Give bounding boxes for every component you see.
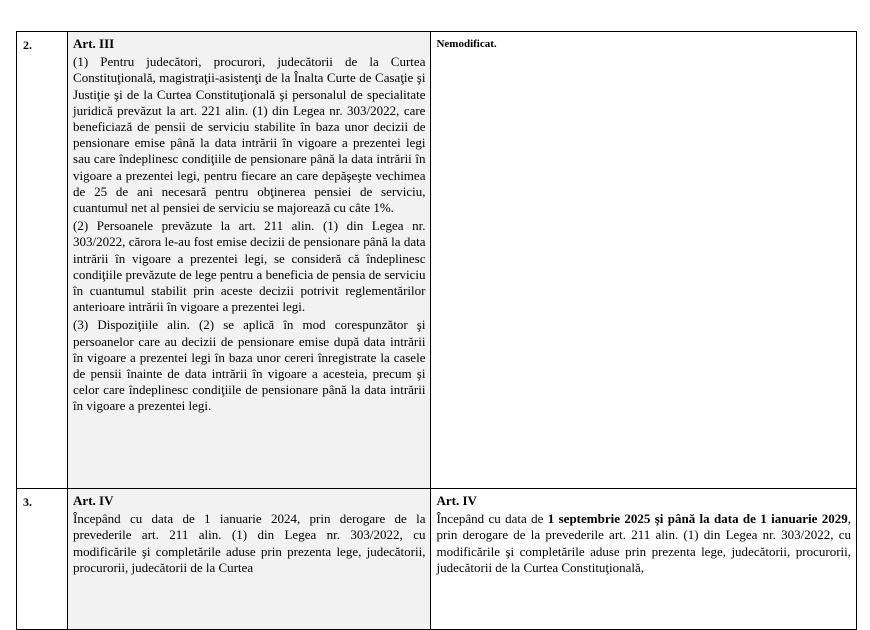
article-title: Art. IV [436,493,477,508]
table-row [17,489,857,630]
row-number-cell [17,489,68,630]
row-number-cell [17,32,68,489]
paragraph-suffix: , prin derogare de la prevederile art. 211 alin. (1) din Legea nr. 303/2022, cu modificările şi completările aduse prin prezenta lege, judecătorii, procurorii, judecătorii de la Curtea Constituţională, [436,511,851,575]
unmodified-note: Nemodificat. [436,38,497,50]
amended-text-cell [431,32,857,489]
original-text-cell [68,489,431,630]
article-title: Art. IV [73,493,114,508]
table-row [17,32,857,489]
paragraph-prefix: Începând cu data de [436,511,548,527]
row-number: 3. [23,495,32,509]
amended-dates: 1 septembrie 2025 şi până la data de 1 ianuarie 2029 [547,511,848,527]
paragraph [436,511,851,576]
article-title: Art. III [73,36,115,51]
paragraph: Începând cu data de 1 ianuarie 2024, prin derogare de la prevederile art. 211 alin. (1) din Legea nr. 303/2022, cu modificările şi completările aduse prin prezenta lege, judecătorii, procurorii, judecătorii de la Curtea [73,511,426,575]
paragraph: (3) Dispoziţiile alin. (2) se aplică în mod corespunzător şi persoanelor care au decizii de pensionare emise după data intrării în vigoare a prezentei legi în baza unor cereri înregistrate la casele de pensii înainte de data intrării în vigoare a acesteia, precum şi celor care îndeplinesc condiţiile de pensionare până la data intrării în vigoare a prezentei legi. [73,317,426,414]
comparison-table [16,31,857,630]
amended-text-cell [431,489,857,630]
original-text-cell [68,32,431,489]
row-number: 2. [23,38,32,52]
paragraph: (1) Pentru judecători, procurori, judecătorii de la Curtea Constituţională, magistraţii-asistenţi de la Înalta Curte de Casaţie şi Justiţie şi de la Curtea Constituţională şi personalul de specialitate juridică prevăzut la art. 221 alin. (1) din Legea nr. 303/2022, care beneficiază de pensii de serviciu stabilite în baza unor decizii de pensionare emise până la data intrării în vigoare a prezentei legi sau care îndeplinesc condiţiile de pensionare până la data intrării în vigoare a prezentei legi, pentru fiecare an care depăşeşte vechimea de 25 de ani necesară pentru obţinerea pensiei de serviciu, cuantumul net al pensiei de serviciu se majorează cu câte 1%. [73,54,426,216]
paragraph: (2) Persoanele prevăzute la art. 211 alin. (1) din Legea nr. 303/2022, cărora le-au fost emise decizii de pensionare până la data intrării în vigoare a prezentei legi, se consideră că îndeplinesc condiţiile prevăzute de lege pentru a beneficia de pensia de serviciu în cuantumul stabilit prin aceste decizii potrivit reglementărilor anterioare intrării în vigoare a prezentei legi. [73,218,426,315]
